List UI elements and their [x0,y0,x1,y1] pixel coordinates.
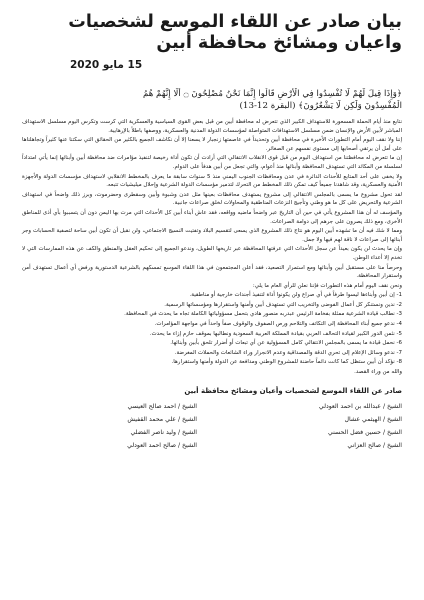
paragraph: ولا يخفى على أحد المتابع للأحداث الدائرة في عدن ومحافظات الجنوب اليمني منذ 5 سنوات سابقة ما يعرف بالمخطط الانقلابي لاستهداف مؤسسات الدولة والأجهزة الأمنية والعسكرية، وقد شاهدنا جميعاً كيف تمكن ذلك المخطط من التحرك لتدمير مؤسسات الدولة الشرعية وإحلال ميليشيات تتبعه. [22,173,402,189]
list-item: 7- ندعو وسائل الإعلام إلى تحري الدقة والمصداقية وعدم الانجرار وراء الشائعات والحملات المغرضة. [174,349,402,356]
list-item: 6- نحمل قيادة ما يسمى بالمجلس الانتقالي كامل المسؤولية عن أي تبعات أو أضرار تلحق بأبين وأبنائها. [170,340,402,347]
signatory-name: الشيخ / صالح العزاني [347,441,402,449]
signatory-name: الشيخ / احمد صالح العيسي [127,402,197,410]
signatures-list [22,401,402,451]
title-line-2: واعيان ومشائخ محافظة أبين [156,33,402,53]
page-title [22,12,402,54]
paragraph: إن ما تتعرض له محافظتنا من استهداف اليوم من قبل قوى الانقلاب الانتقالي التي أرادت أن تكون أداة رخيصة لتنفيذ مؤامرات ضد محافظة أبين وأبنائها إنما يأتي امتداداً لسلسلة من المكائد التي تستهدف المحافظة وأبنائها منذ أعوام، والتي تجعل من أبين هدفاً على الدوام. [22,155,402,170]
quran-verse [22,88,402,112]
paragraph: وإن ما يحدث لن يكون بعيداً عن سجل الأحداث التي عرفتها المحافظة عبر تاريخها الطويل، وندعو الجميع إلى تحكيم العقل والمنطق والكف عن هذه الممارسات التي لا تخدم إلا أعداء الوطن. [22,246,402,261]
verse-line-2: الْمُفْسِدُونَ وَلَٰكِن لَّا يَشْعُرُونَ﴾ (البقرة 12-13) [239,101,402,111]
list-item: 2- ندين ونستنكر كل أعمال الفوضى والتخريب التي تستهدف أبين وأمنها واستقرارها ومؤسساتها الرسمية. [164,301,402,308]
list-item: 5- نثمن الدور الكبير لقيادة التحالف العربي بقيادة المملكة العربية السعودية ونطالبها بموقف حازم إزاء ما يحدث. [149,330,402,337]
list-item: 4- ندعو جميع أبناء المحافظة إلى التكاتف والتلاحم ورص الصفوف والوقوف صفاً واحداً في مواجهة المؤامرات. [154,321,402,328]
verse-line-1: ﴿وَإِذَا قِيلَ لَهُمْ لَا تُفْسِدُوا فِي الْأَرْضِ قَالُوا إِنَّمَا نَحْنُ مُصْلِحُونَ ۝ أَلَا إِنَّهُمْ هُمُ [142,89,402,99]
list-item: 8- نؤكد أن أبين ستظل كما كانت دائماً حاضنة للمشروع الوطني ومدافعة عن الدولة وأمنها واستقرارها. [171,359,402,366]
closing-line: والله من وراء القصد. [354,369,402,376]
statement-date: 15 مايو 2020 [70,59,143,71]
list-item: 1- إن أبين وأبناءها ليسوا طرفاً في أي صراع ولن يكونوا أداة لتنفيذ أجندات خارجية أو مناطقية. [189,292,402,299]
paragraph: وحرصاً منا على مستقبل أبين وأبنائها ومع استمرار التصعيد، فقد أعلن المجتمعون في هذا اللقاء الموسع تمسكهم بالشرعية الدستورية ورفض أي أعمال تستهدف أمن واستقرار المحافظة. [22,264,402,280]
title-line-1: بيان صادر عن اللقاء الموسع لشخصيات [68,12,402,32]
paragraph: ونحن نقف اليوم أمام هذه التطورات فإننا نعلن للرأي العام ما يلي: [252,282,402,289]
paragraph: إننا ولا نقف اليوم أمام التطورات الأخيرة في محافظة أبين وتحديداً في عاصمتها زنجبار لا يسعنا إلا أن نكاشف الجميع بالكثير من الحقائق التي سكتنا عنها كثيراً وتجاهلناها على أمل أن يرتقي أصحابها إلى مستوى نفسهم عن الصغائر. [22,137,402,152]
paragraph: والمؤسف له أن هذا المشروع يأتي في حين أن التاريخ عبر واضحاً ماضيه وواقعه، فقد عاش أبناء أبين كل الأحداث التي مرت بها اليمن دون أن يتسببوا بأي أذى للمناطق الأخرى، ومع ذلك يصرون على جرهم إلى دوامة الصراعات. [22,209,402,225]
signatory-name: الشيخ / عبدالله بن احمد العودلي [318,402,402,410]
signatory-name: الشيخ / وليد ناصر الفضلي [130,428,197,436]
header [22,12,402,74]
list-item: 3- نطالب قيادة الشرعية ممثلة بفخامة الرئيس عبدربه منصور هادي بتحمل مسؤولياتها الكاملة تجاه ما يحدث في المحافظة. [124,311,402,318]
signatures-title: صادر عن اللقاء الموسع لشخصيات وأعيان ومشائخ محافظة أبين [184,386,402,395]
signatory-name: الشيخ / الهيثمي عشال [344,415,402,423]
paragraph: ومما لا شك فيه أن ما تشهده أبين اليوم هو نتاج ذلك المشروع الذي يسعى لتقسيم البلاد وتفتيت النسيج الاجتماعي، ولن نقبل أن تكون أبين ساحة لتصفية الحسابات وجر أبنائها إلى صراعات لا ناقة لهم فيها ولا جمل. [22,228,402,243]
paragraph: نتابع منذ أيام الحملة المسعورة للاستهداف الكبير الذي تتعرض له محافظة أبين من قبل بعض القوى السياسية والعسكرية التي كرست وتكرس اليوم مسلسل الاستهداف المباشر لأبين الأرض والإنسان ضمن مسلسل الاستهدافات المتواصلة لمؤسسات الدولة المدنية والعسكرية، ووصفها باطلاً بالإرهابية. [22,119,402,134]
paragraph: لقد تحول مشروع ما يسمى بالمجلس الانتقالي إلى مشروع يستهدف محافظات بعينها مثل عدن وشبوة وأبين وسقطرى وحضرموت، وبرز ذلك واضحاً في استهداف الشرعية والتحريض على كل ما هو وطني وتأجيج النزعات المناطقية والمحاولات لخلق صراعات جانبية. [22,191,402,207]
signatory-name: الشيخ / حسين فضل الحسني [327,428,402,436]
signatory-name: الشيخ / علي محمد القفيش [127,415,197,423]
statement-body [22,118,402,377]
signatory-name: الشيخ / صالح احمد العودلي [127,441,197,449]
